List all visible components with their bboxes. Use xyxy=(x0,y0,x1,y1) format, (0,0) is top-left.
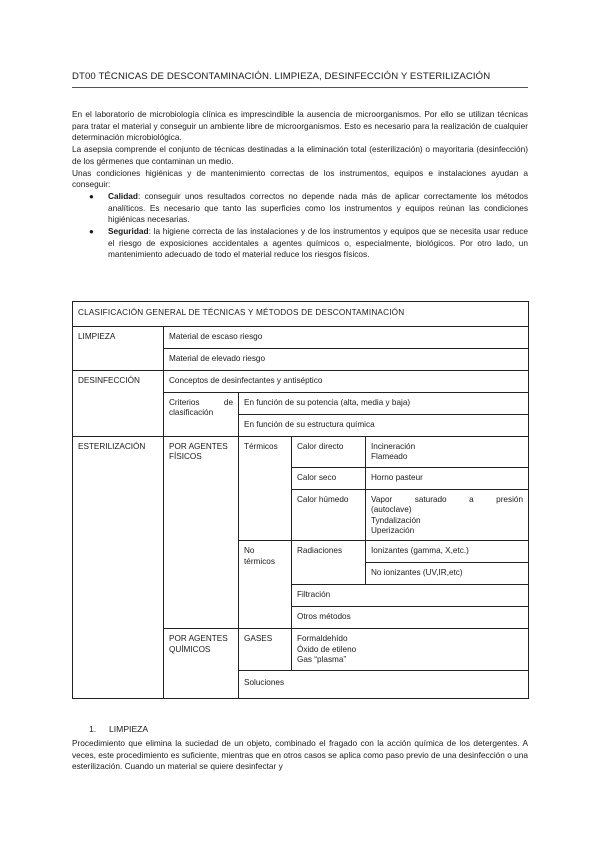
table-cell: Calor seco xyxy=(292,467,366,489)
table-cell: Calor directo xyxy=(292,437,366,468)
gases-items xyxy=(292,629,529,670)
table-cell: Otros métodos xyxy=(292,607,529,629)
table-cell: Conceptos de desinfectantes y antiséptico xyxy=(164,371,529,393)
bullet-text: : la higiene correcta de las instalaciones y de los instrumentos y equipos que se necesita usar reduce el riesgo de exposiciones accidentales a agentes químicos o, especialmente, biológicos. Por otro lado, un mantenimiento adecuado de todo el material reduce los riesgos físicos. xyxy=(108,226,528,260)
bullet-seguridad xyxy=(72,226,528,261)
table-header: CLASIFICACIÓN GENERAL DE TÉCNICAS Y MÉTODOS DE DESCONTAMINACIÓN xyxy=(73,302,529,327)
table-cell: En función de su potencia (alta, media y baja) xyxy=(239,393,529,415)
bullet-dot-icon: ● xyxy=(89,191,94,201)
criterios-cell xyxy=(164,393,239,437)
table-row xyxy=(73,327,529,349)
table-cell: Ionizantes (gamma, X,etc.) xyxy=(366,541,529,563)
section-number: 1. xyxy=(89,724,97,734)
bullet-dot-icon: ● xyxy=(89,227,94,237)
calor-directo-items xyxy=(366,437,529,468)
table-row xyxy=(73,437,529,468)
table-cell: Filtración xyxy=(292,585,529,607)
list-item: Uperización xyxy=(371,526,415,536)
bullet-term: Calidad xyxy=(108,190,138,201)
list-item: Gas “plasma” xyxy=(297,655,347,665)
criterios-word: clasificación xyxy=(169,408,214,418)
table-row xyxy=(73,302,529,327)
table-cell: GASES xyxy=(239,629,292,670)
table-cell: Radiaciones xyxy=(292,541,366,585)
table-cell: Horno pasteur xyxy=(366,467,529,489)
list-item: (autoclave) xyxy=(371,505,412,515)
intro-section xyxy=(72,109,528,261)
list-item: Vapor saturado a presión xyxy=(371,494,524,504)
list-item: Tyndalización xyxy=(371,515,421,525)
intro-paragraph-2: La asepsia comprende el conjunto de técnicas destinadas a la eliminación total (esterilización) o mayoritaria (desinfección) de los gérmenes que contaminan un medio. xyxy=(72,144,528,166)
list-item: Flameado xyxy=(371,452,408,462)
label-line: FÍSICOS xyxy=(169,452,202,462)
list-item: Incineración xyxy=(371,442,416,451)
label-line: No xyxy=(244,546,255,556)
criterios-word: Criterios xyxy=(169,398,200,407)
criterios-word: de xyxy=(223,398,233,407)
classification-table xyxy=(72,301,529,699)
intro-bullet-list xyxy=(72,191,528,261)
no-termicos-cell xyxy=(239,541,292,629)
table-cell: Material de elevado riesgo xyxy=(164,349,529,371)
section-paragraph: Procedimiento que elimina la suciedad de un objeto, combinado el fragado con la acción química de los detergentes. A veces, este procedimiento es suficiente, mientras que en otros casos se aplica como paso previo de una desinfección o una esterilización. Cuando un material se quiere desinfectar y xyxy=(72,738,528,772)
agentes-quimicos-cell xyxy=(164,629,239,698)
table-cell: En función de su estructura química xyxy=(239,415,529,437)
list-item: Formaldehído xyxy=(297,634,348,644)
category-desinfeccion: DESINFECCIÓN xyxy=(73,371,164,437)
label-line: POR AGENTES xyxy=(169,442,228,451)
calor-humedo-items xyxy=(366,489,529,541)
bullet-term: Seguridad xyxy=(108,226,149,237)
bullet-text: : conseguir unos resultados correctos no depende nada más de aplicar correctamente los métodos analíticos. Es necesario que tanto las superficies como los instrumentos y equipos reúnan las condiciones higiénicas necesarias. xyxy=(108,190,528,225)
bullet-calidad xyxy=(72,191,528,226)
table-cell: Térmicos xyxy=(239,437,292,541)
intro-paragraph-1: En el laboratorio de microbiología clínica es imprescindible la ausencia de microorganismos. Por ello se utilizan técnicas para tratar el material y conseguir un ambiente libre de microorganismos. Esto es necesario para la realización de cualquier determinación microbiológica. xyxy=(72,109,528,143)
intro-paragraph-3: Unas condiciones higiénicas y de mantenimiento correctas de los instrumentos, equipos e instalaciones ayudan a conseguir: xyxy=(72,167,528,190)
table-cell: Material de escaso riesgo xyxy=(164,327,529,349)
section-heading-limpieza xyxy=(89,724,148,734)
agentes-fisicos-cell xyxy=(164,437,239,629)
table-cell: Soluciones xyxy=(239,670,529,698)
label-line: QUÍMICOS xyxy=(169,644,211,654)
category-esterilizacion: ESTERILIZACIÓN xyxy=(73,437,164,699)
document-title: DT00 TÉCNICAS DE DESCONTAMINACIÓN. LIMPIEZA, DESINFECCIÓN Y ESTERILIZACIÓN xyxy=(72,71,528,88)
section-title: LIMPIEZA xyxy=(109,724,149,734)
label-line: POR AGENTES xyxy=(169,634,228,644)
category-limpieza: LIMPIEZA xyxy=(73,327,164,371)
table-row xyxy=(73,371,529,393)
list-item: Óxido de etileno xyxy=(297,644,357,654)
table-cell: Calor húmedo xyxy=(292,489,366,541)
table-cell: No ionizantes (UV,IR,etc) xyxy=(366,563,529,585)
label-line: térmicos xyxy=(244,556,275,566)
